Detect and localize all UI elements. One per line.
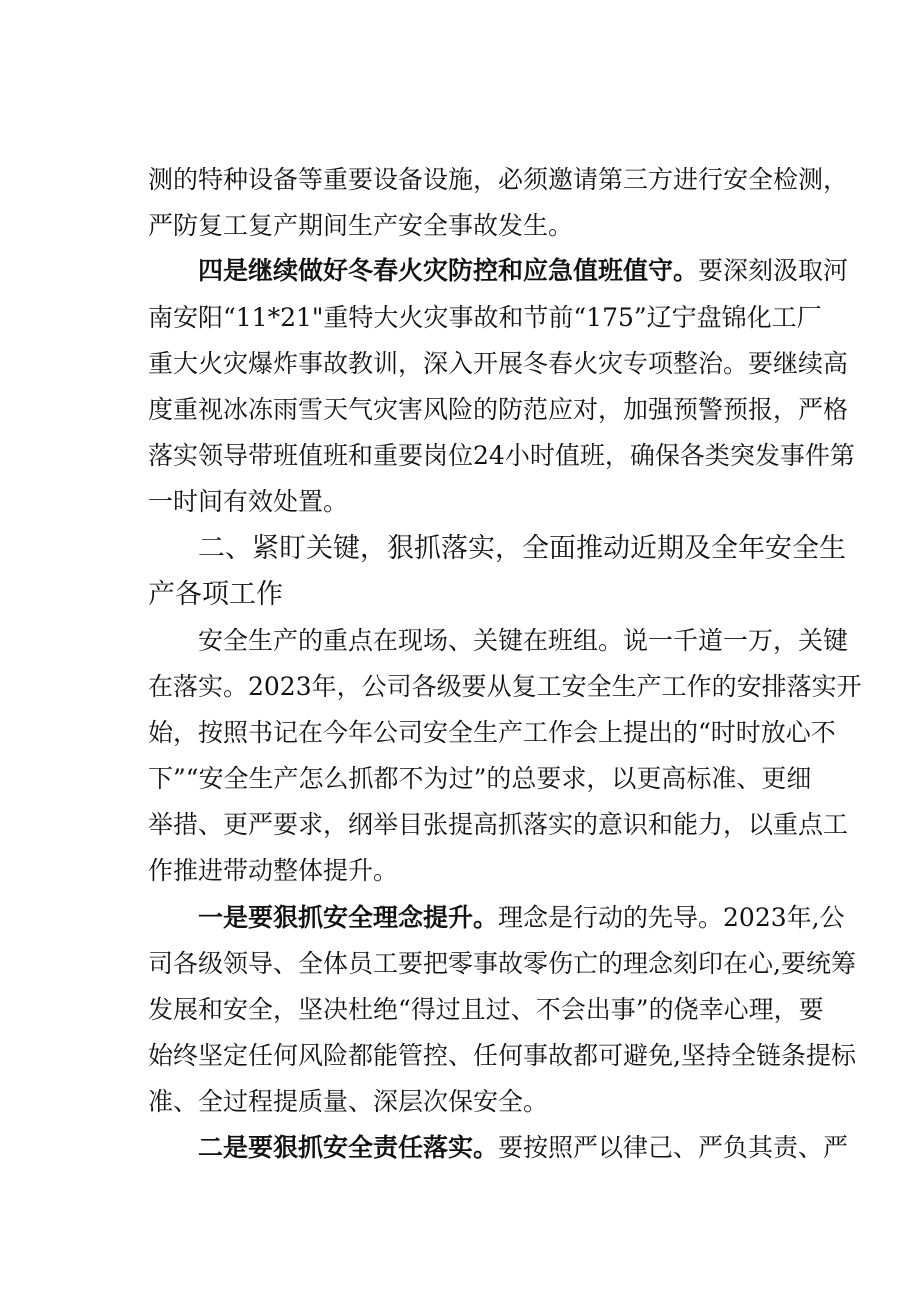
paragraph-lead-bold: 四是继续做好冬春火灾防控和应急值班值守。 (198, 256, 699, 285)
paragraph-line: 始终坚定任何风险都能管控、任何事故都可避免,坚持全链条提标 (148, 1041, 856, 1070)
paragraph-line: 在落实。2023年，公司各级要从复工安全生产工作的安排落实开 (148, 672, 862, 701)
paragraph-line: 重大火灾爆炸事故教训，深入开展冬春火灾专项整治。要继续高 (148, 349, 849, 378)
paragraph-line: 下”“安全生产怎么抓都不为过”的总要求，以更高标准、更细 (148, 764, 812, 793)
paragraph-line: 准、全过程提质量、深层次保安全。 (148, 1087, 549, 1116)
paragraph-line: 南安阳“11*21"重特大火灾事故和节前“175”辽宁盘锦化工厂 (148, 303, 822, 332)
paragraph-line: 发展和安全，坚决杜绝“得过且过、不会出事”的侥幸心理，要 (148, 995, 824, 1024)
paragraph-line: 始，按照书记在今年公司安全生产工作会上提出的“时时放心不 (148, 718, 836, 747)
section-heading: 二、紧盯关键，狠抓落实，全面推动近期及全年安全生 (198, 533, 846, 564)
paragraph-line: 安全生产的重点在现场、关键在班组。说一千道一万，关键 (198, 626, 849, 655)
paragraph-line: 一时间有效处置。 (148, 487, 349, 516)
paragraph-line: 测的特种设备等重要设备设施，必须邀请第三方进行安全检测， (148, 165, 849, 194)
paragraph-line: 作推进带动整体提升。 (148, 856, 399, 885)
paragraph-line: 度重视冰冻雨雪天气灾害风险的防范应对，加强预警预报，严格 (148, 395, 849, 424)
paragraph-text: 理念是行动的先导。2023年,公 (498, 903, 845, 932)
paragraph-line: 落实领导带班值班和重要岗位24小时值班，确保各类突发事件第 (148, 441, 855, 470)
paragraph-line (198, 249, 849, 293)
paragraph-line: 司各级领导、全体员工要把零事故零伤亡的理念刻印在心,要统筹 (148, 949, 856, 978)
paragraph-line: 严防复工复产期间生产安全事故发生。 (148, 211, 574, 240)
paragraph-lead-bold: 二是要狠抓安全责任落实。 (198, 1133, 499, 1162)
paragraph-line (198, 1126, 849, 1170)
paragraph-text: 要深刻汲取河 (698, 256, 849, 285)
paragraph-line (198, 896, 845, 940)
paragraph-lead-bold: 一是要狠抓安全理念提升。 (198, 903, 499, 932)
paragraph-text: 要按照严以律己、严负其责、严 (498, 1133, 849, 1162)
section-heading: 产各项工作 (148, 579, 283, 610)
paragraph-line: 举措、更严要求，纲举目张提高抓落实的意识和能力，以重点工 (148, 810, 849, 839)
